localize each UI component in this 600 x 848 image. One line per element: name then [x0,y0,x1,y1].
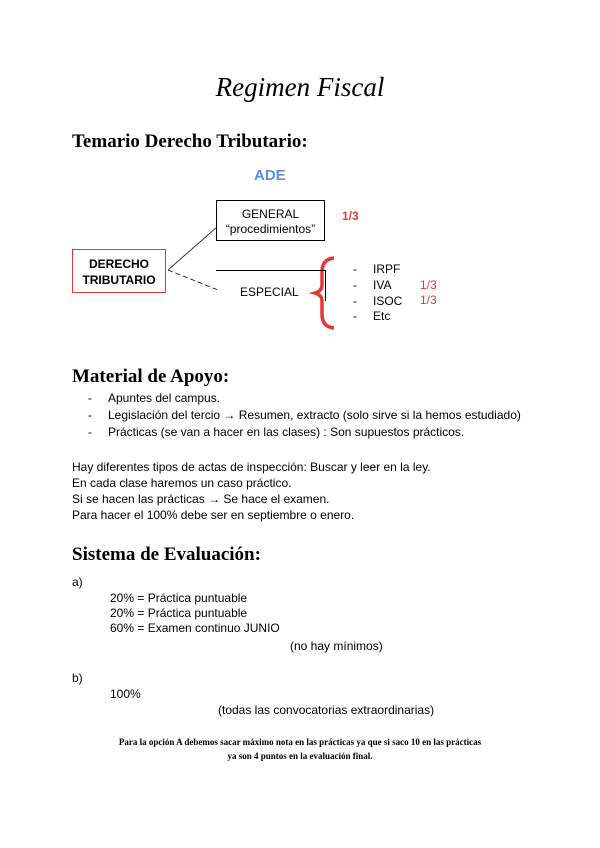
page-title: Regimen Fiscal [215,72,385,102]
footnote-line: Para la opción A debemos sacar máximo nota en las prácticas ya que si saco 10 en las prácticas [118,737,482,747]
especial-item-label: ISOC [373,294,403,308]
paragraph-line: Hay diferentes tipos de actas de inspección: Buscar y leer en la ley. [72,460,431,474]
option-a-item: 60% = Examen continuo JUNIO [110,621,280,635]
root-node [72,249,166,293]
general-line-1: GENERAL [241,207,300,221]
especial-item: - ISOC [353,294,403,308]
paragraph-line: Para hacer el 100% debe ser en septiembre o enero. [72,508,355,522]
material-paragraph [72,459,431,523]
especial-item: - IRPF [353,262,401,276]
list-item: - Prácticas (se van a hacer en las clases) : Son supuestos prácticos. [88,425,465,439]
material-heading: Material de Apoyo: [72,366,230,387]
list-item: - Apuntes del campus. [88,391,221,405]
option-a-label: a) [72,575,83,589]
especial-item-label: IRPF [373,262,401,276]
especial-item: - IVA [353,278,392,292]
option-a-item: 20% = Práctica puntuable [110,591,248,605]
iva-fraction: 1/3 [420,278,437,292]
option-a-items [110,591,280,636]
material-list [88,390,521,441]
especial-item-label: IVA [373,278,392,292]
paragraph-line: En cada clase haremos un caso práctico. [72,476,292,490]
especial-item: - Etc [353,309,391,323]
temario-heading: Temario Derecho Tributario: [72,131,308,152]
option-b-label: b) [72,671,83,685]
root-line-1: DERECHO [88,257,149,271]
option-a-item: 20% = Práctica puntuable [110,606,248,620]
option-b-note: (todas las convocatorias extraordinarias) [218,703,435,717]
general-node [216,200,325,241]
paragraph-line: Si se hacen las prácticas → Se hace el examen. [72,492,330,506]
general-line-2: “procedimientos” [225,222,316,236]
option-b-item: 100% [110,687,141,701]
especial-item-label: Etc [373,309,391,323]
connector-especial [168,270,218,290]
general-fraction: 1/3 [342,209,359,223]
root-line-2: TRIBUTARIO [82,273,156,287]
footnote [0,735,600,763]
footnote-line: ya son 4 puntos en la evaluación final. [227,751,373,761]
evaluacion-heading: Sistema de Evaluación: [72,544,261,565]
option-a-note: (no hay mínimos) [290,639,383,653]
connector-general [168,227,217,270]
isoc-fraction: 1/3 [420,293,437,307]
diagram-top-label: ADE [254,167,286,184]
list-item: - Legislación del tercio → Resumen, extracto (solo sirve si la hemos estudiado) [88,408,521,422]
especial-label: ESPECIAL [240,285,299,299]
